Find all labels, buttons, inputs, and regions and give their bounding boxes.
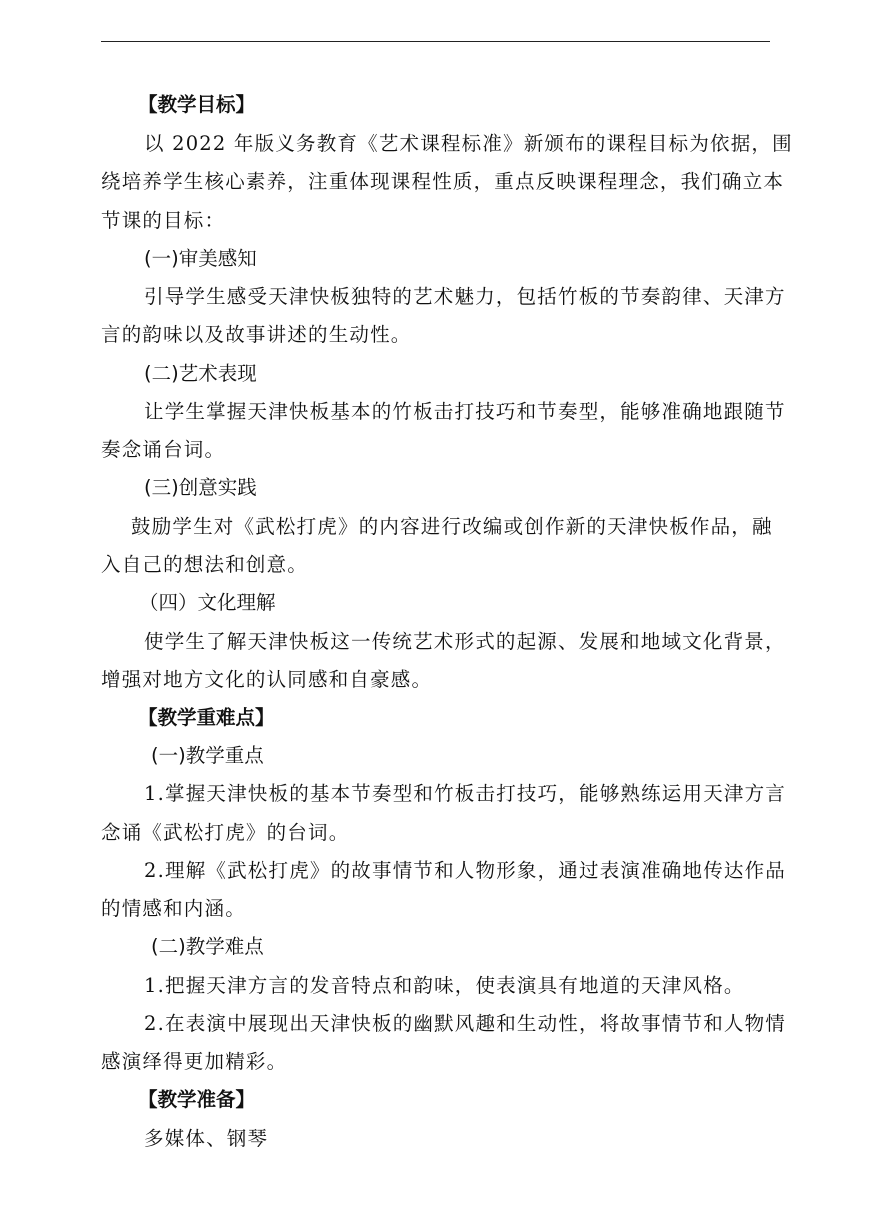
goal-title-1: (一)审美感知 xyxy=(144,247,257,270)
preparation-content: 多媒体、钢琴 xyxy=(144,1127,269,1150)
difficulty-line-1: 1.把握天津方言的发音特点和韵味，使表演具有地道的天津风格。 xyxy=(144,974,745,997)
focus-line-1: 1.掌握天津快板的基本节奏型和竹板击打技巧，能够熟练运用天津方言 xyxy=(144,782,787,805)
focus-line-4: 的情感和内涵。 xyxy=(101,897,246,920)
difficulty-line-3: 感演绎得更加精彩。 xyxy=(101,1050,288,1073)
goal-title-3: (三)创意实践 xyxy=(144,476,257,499)
focus-line-2: 念诵《武松打虎》的台词。 xyxy=(101,821,350,844)
goal-1-line-2: 言的韵味以及故事讲述的生动性。 xyxy=(101,323,412,346)
goal-title-4: （四）文化理解 xyxy=(139,591,276,614)
goal-3-line-2: 入自己的想法和创意。 xyxy=(101,553,309,576)
section-heading-key-points: 【教学重难点】 xyxy=(138,706,275,729)
goal-4-line-1: 使学生了解天津快板这一传统艺术形式的起源、发展和地域文化背景， xyxy=(144,630,786,653)
goals-intro-line-2: 绕培养学生核心素养，注重体现课程性质，重点反映课程理念，我们确立本 xyxy=(101,170,785,193)
goal-title-2: (二)艺术表现 xyxy=(144,362,257,385)
goal-2-line-1: 让学生掌握天津快板基本的竹板击打技巧和节奏型，能够准确地跟随节 xyxy=(144,400,786,423)
goal-3-line-1: 鼓励学生对《武松打虎》的内容进行改编或创作新的天津快板作品，融 xyxy=(131,515,773,538)
header-rule xyxy=(101,41,770,42)
section-heading-goals: 【教学目标】 xyxy=(138,93,256,116)
section-heading-preparation: 【教学准备】 xyxy=(138,1088,256,1111)
goal-1-line-1: 引导学生感受天津快板独特的艺术魅力，包括竹板的节奏韵律、天津方 xyxy=(144,285,786,308)
focus-line-3: 2.理解《武松打虎》的故事情节和人物形象，通过表演准确地传达作品 xyxy=(144,859,787,882)
goals-intro-line-3: 节课的目标： xyxy=(101,209,226,232)
difficulty-title: (二)教学难点 xyxy=(151,935,264,958)
focus-title: (一)教学重点 xyxy=(151,744,264,767)
goal-2-line-2: 奏念诵台词。 xyxy=(101,438,226,461)
goals-intro-line-1: 以 2022 年版义务教育《艺术课程标准》新颁布的课程目标为依据，围 xyxy=(144,132,793,155)
goal-4-line-2: 增强对地方文化的认同感和自豪感。 xyxy=(101,668,433,691)
difficulty-line-2: 2.在表演中展现出天津快板的幽默风趣和生动性，将故事情节和人物情 xyxy=(144,1012,787,1035)
